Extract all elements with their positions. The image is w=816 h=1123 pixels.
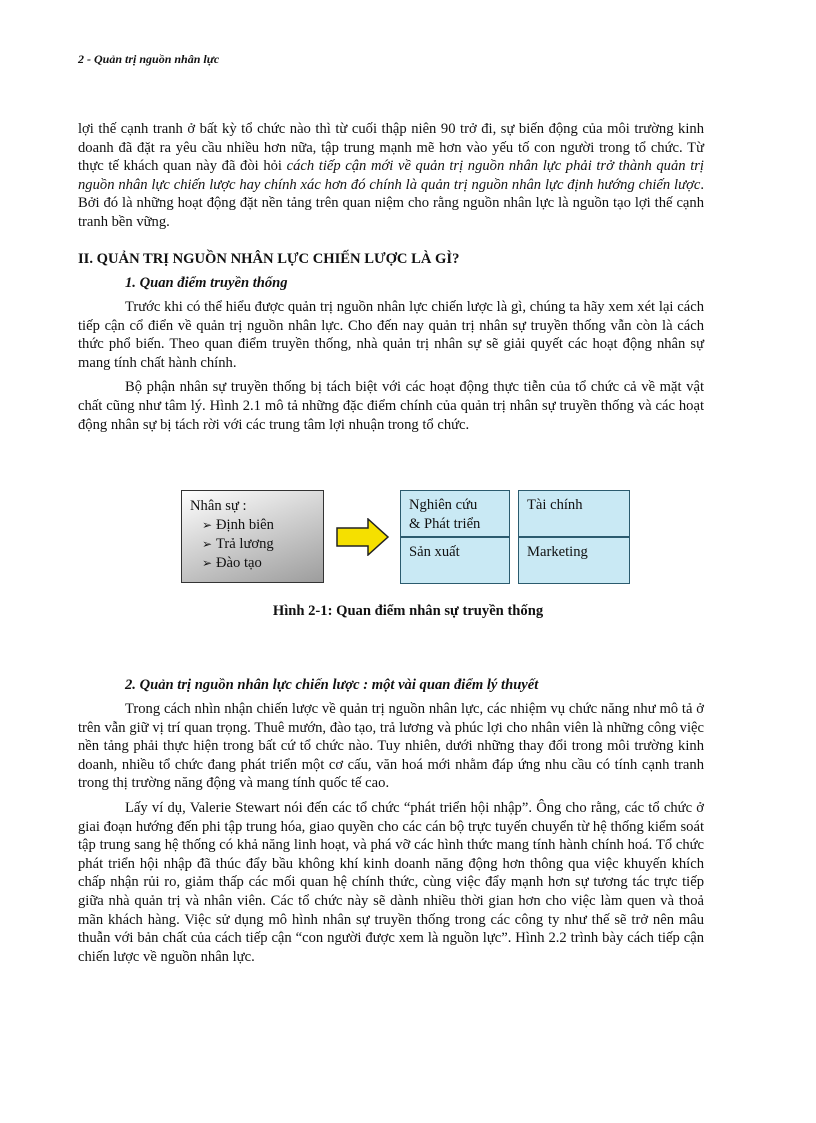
- paragraph: Lấy ví dụ, Valerie Stewart nói đến các tổ chức “phát triển hội nhập”. Ông cho rằng, các tổ chức ở giai đoạn hướng đến phi tập trung hóa, giao quyền cho các cán bộ trực tuyến chuyển từ hệ thống kiểm soát tập trung sang hệ thống có khả năng linh hoạt, và phá vỡ các hình thức mang tính hành chính hoá. Tổ chức phát triển hội nhập đã thúc đẩy bầu không khí kinh doanh năng động hơn thông qua việc khuyến khích chấp nhận rủi ro, giảm thấp các mối quan hệ chính thức, cùng việc đẩy mạnh hơn sự tương tác trực tiếp giữa nhà quản trị và nhân viên. Các tổ chức này sẽ dành nhiều thời gian hơn cho việc làm quen và thoả mãn khách hàng. Việc sử dụng mô hình nhân sự truyền thống trong các công ty như thế sẽ trở nên mâu thuẫn với bản chất của cách tiếp cận “con người được xem là nguồn lực”. Hình 2.2 trình bày cách tiếp cận chiến lược về nguồn nhân lực.: [78, 799, 704, 965]
- right-arrow-icon: [336, 518, 390, 556]
- figure-2-1-diagram: [181, 490, 631, 585]
- finance-label: Tài chính: [527, 497, 583, 513]
- intro-text-2: . Bởi đó là những hoạt động đặt nền tảng trên quan niệm cho rằng nguồn nhân lực là nguồn tạo lợi thế cạnh tranh bền vững.: [78, 176, 704, 230]
- subsection-1-body: [78, 298, 704, 434]
- list-item: ➢ Trả lương: [190, 535, 315, 554]
- list-item: ➢ Định biên: [190, 516, 315, 535]
- subsection-2-body: [78, 700, 704, 966]
- finance-box: [518, 490, 630, 537]
- hr-department-box: [181, 490, 324, 583]
- hr-activities-list: [190, 516, 315, 573]
- figure-caption: Hình 2-1: Quan điểm nhân sự truyền thống: [272, 603, 544, 619]
- paragraph: Trước khi có thể hiểu được quản trị nguồn nhân lực chiến lược là gì, chúng ta hãy xem xét lại cách tiếp cận cổ điển về quản trị nguồn nhân lực. Cho đến nay quản trị nhân sự truyền thống vẫn còn là cách thức phổ biến. Theo quan điểm truyền thống, nhà quản trị nhân sự sẽ giải quyết các hoạt động nhân sự mang tính chất hành chính.: [78, 299, 704, 371]
- rd-label-line2: & Phát triển: [409, 516, 481, 532]
- section-heading: II. QUẢN TRỊ NGUỒN NHÂN LỰC CHIẾN LƯỢC LÀ GÌ?: [78, 251, 460, 267]
- marketing-label: Marketing: [527, 544, 588, 560]
- intro-text-1: lợi thế cạnh tranh ở bất kỳ tổ chức nào thì từ cuối thập niên 90 trở đi, sự biến động của môi trường kinh doanh đã đặt ra yêu cầu nhiều hơn nữa, tập trung mạnh mẽ hơn vào yếu tố con người trong tổ chức. Từ thực tế khách quan này đã đòi hỏi: [78, 121, 704, 175]
- intro-italic: cách tiếp cận mới về quản trị nguồn nhân lực phải trở thành quản trị nguồn nhân lực chiến lược hay chính xác hơn đó chính là quản trị nguồn nhân lực định hướng chiến lược: [78, 158, 704, 193]
- running-header: 2 - Quản trị nguồn nhân lực: [78, 52, 220, 66]
- subsection-1-title: 1. Quan điểm truyền thống: [125, 275, 288, 291]
- list-item: ➢ Đào tạo: [190, 554, 315, 573]
- rd-label-line1: Nghiên cứu: [409, 497, 478, 513]
- production-box: [400, 537, 510, 584]
- production-label: Sản xuất: [409, 544, 460, 560]
- rd-box: [400, 490, 510, 537]
- paragraph: Trong cách nhìn nhận chiến lược về quản trị nguồn nhân lực, các nhiệm vụ chức năng như mô tả ở trên vẫn giữ vị trí quan trọng. Thuê mướn, đào tạo, trả lương và phúc lợi cho nhân viên là những công việc nền tảng phải thực hiện trong bất cứ tổ chức nào. Tuy nhiên, dưới những thay đổi trong môi trường kinh doanh, nhiều tổ chức đang phát triển một cơ cấu, văn hoá mới nhằm đáp ứng nhu cầu có tính cạnh tranh trong thị trường năng động và mang tính quốc tế cao.: [78, 701, 704, 792]
- hr-box-title: Nhân sự :: [190, 498, 247, 514]
- subsection-2-title: 2. Quản trị nguồn nhân lực chiến lược : một vài quan điểm lý thuyết: [125, 677, 539, 693]
- paragraph: Bộ phận nhân sự truyền thống bị tách biệt với các hoạt động thực tiễn của tổ chức cả về mặt vật chất cũng như tâm lý. Hình 2.1 mô tả những đặc điểm chính của quản trị nhân sự truyền thống và các hoạt động nhân sự bị tách rời với các trung tâm lợi nhuận trong tổ chức.: [78, 379, 704, 433]
- intro-paragraph: [78, 120, 704, 232]
- marketing-box: [518, 537, 630, 584]
